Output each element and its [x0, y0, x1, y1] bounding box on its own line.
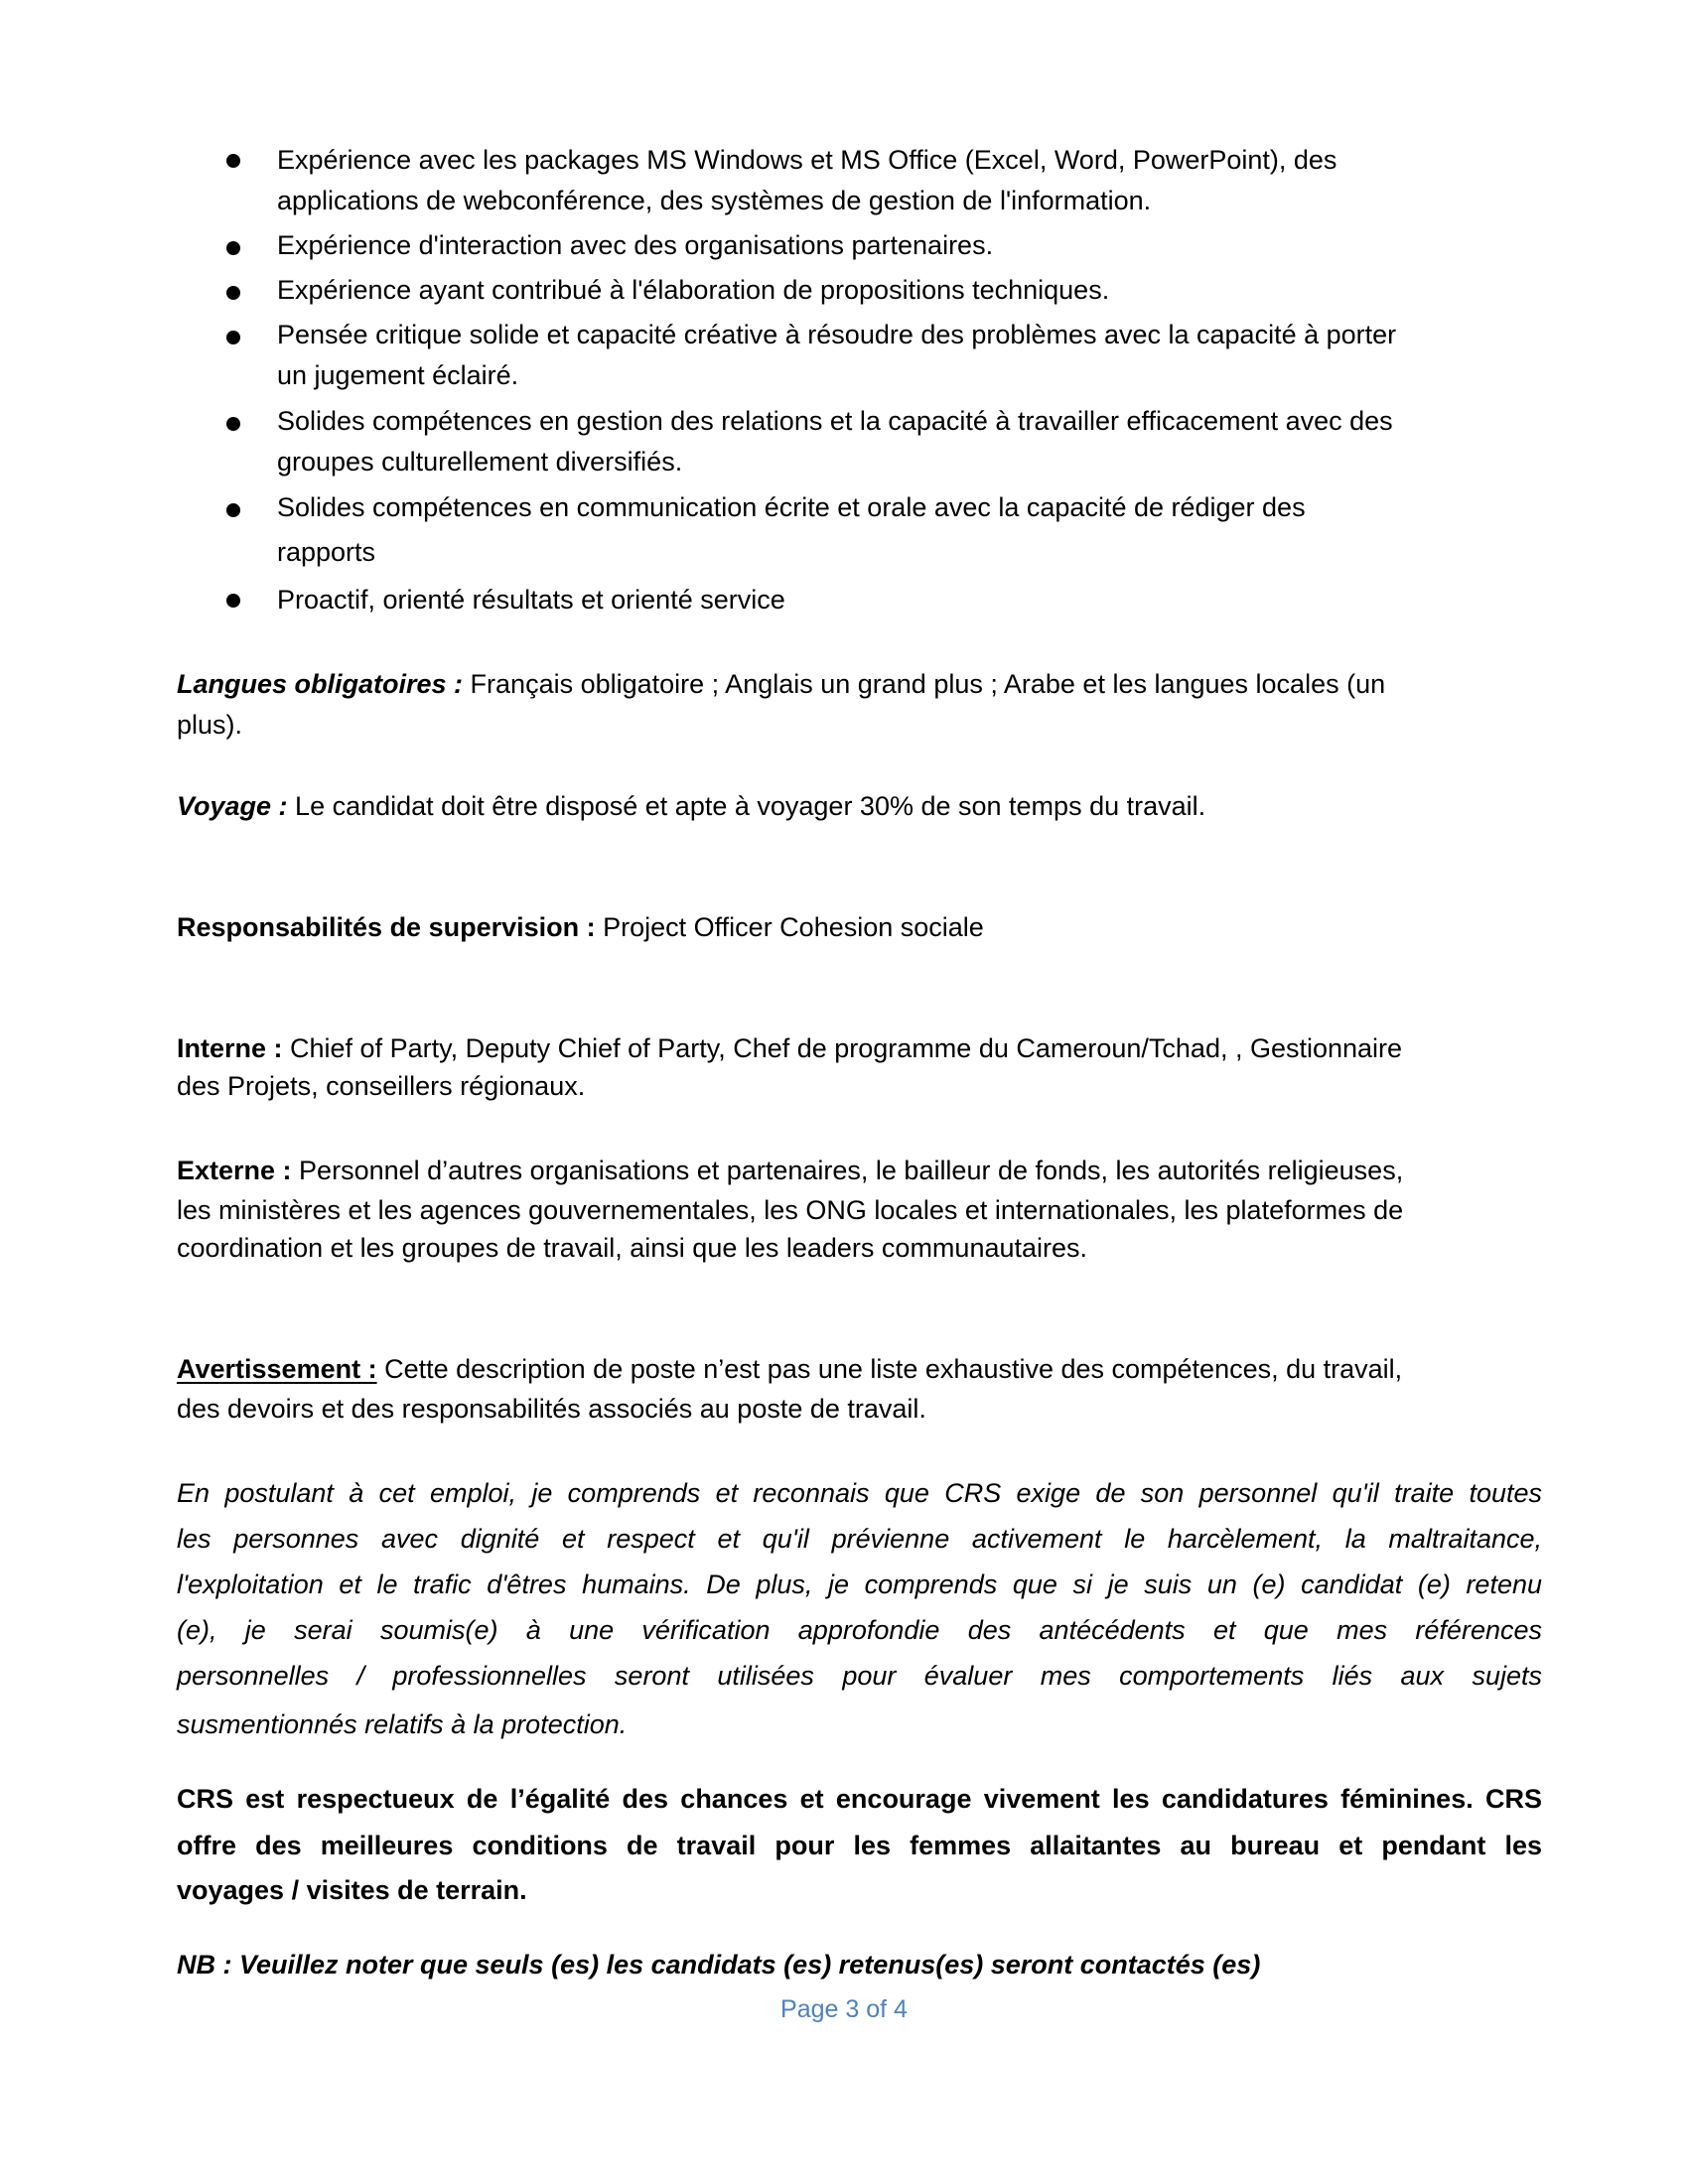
languages-paragraph [177, 668, 1542, 700]
equal-opportunity-line: offre des meilleures conditions de travail pour les femmes allaitantes au bureau et pendant les [177, 1831, 1542, 1860]
list-item-line: un jugement éclairé. [277, 360, 519, 390]
list-item-line: applications de webconférence, des systèmes de gestion de l'information. [277, 186, 1152, 215]
bullet-icon [226, 154, 240, 168]
safeguarding-line: En postulant à cet emploi, je comprends et reconnais que CRS exige de son personnel qu'il traite toutes [177, 1478, 1542, 1508]
list-item-line: Proactif, orienté résultats et orienté service [277, 585, 785, 614]
disclaimer-paragraph [177, 1353, 1542, 1385]
list-item-line: Expérience ayant contribué à l'élaboration de propositions techniques. [277, 275, 1110, 305]
travel-label: Voyage : [177, 791, 288, 821]
external-text: Personnel d’autres organisations et partenaires, le bailleur de fonds, les autorités religieuses, [291, 1156, 1404, 1185]
page-number: Page 3 of 4 [780, 1995, 908, 2023]
internal-text: Chief of Party, Deputy Chief of Party, Chef de programme du Cameroun/Tchad, , Gestionnaire [282, 1033, 1403, 1063]
safeguarding-line: les personnes avec dignité et respect et qu'il prévienne activement le harcèlement, la maltraitance, [177, 1524, 1542, 1554]
external-contacts-line2: les ministères et les agences gouvernementales, les ONG locales et internationales, les plateformes de [177, 1195, 1404, 1225]
external-contacts-line3: coordination et les groupes de travail, ainsi que les leaders communautaires. [177, 1233, 1088, 1263]
travel-paragraph [177, 790, 1542, 822]
languages-label: Langues obligatoires : [177, 669, 464, 699]
list-item-line: Solides compétences en communication écrite et orale avec la capacité de rédiger des [277, 492, 1306, 522]
list-item-line: groupes culturellement diversifiés. [277, 447, 683, 477]
bullet-icon [226, 241, 240, 255]
external-contacts-paragraph [177, 1155, 1542, 1186]
list-item-line: rapports [277, 537, 376, 567]
disclaimer-text: Cette description de poste n’est pas une liste exhaustive des compétences, du travail, [376, 1354, 1403, 1384]
equal-opportunity-line: CRS est respectueux de l’égalité des chances et encourage vivement les candidatures féminines. CRS [177, 1784, 1542, 1814]
disclaimer-line2: des devoirs et des responsabilités associés au poste de travail. [177, 1394, 926, 1424]
safeguarding-line: (e), je serai soumis(e) à une vérification approfondie des antécédents et que mes références [177, 1615, 1542, 1645]
nb-note: NB : Veuillez noter que seuls (es) les candidats (es) retenus(es) seront contactés (es) [177, 1950, 1261, 1979]
internal-contacts-line2: des Projets, conseillers régionaux. [177, 1071, 586, 1101]
internal-contacts-paragraph [177, 1032, 1542, 1064]
bullet-icon [226, 417, 240, 431]
safeguarding-line: l'exploitation et le trafic d'êtres humains. De plus, je comprends que si je suis un (e) candidat (e) retenu [177, 1570, 1542, 1599]
safeguarding-line: personnelles / professionnelles seront utilisées pour évaluer mes comportements liés aux sujets [177, 1661, 1542, 1691]
supervision-text: Project Officer Cohesion sociale [595, 912, 984, 942]
supervision-paragraph [177, 911, 1542, 943]
languages-text: Français obligatoire ; Anglais un grand plus ; Arabe et les langues locales (un [463, 669, 1386, 699]
list-item-line: Expérience avec les packages MS Windows et MS Office (Excel, Word, PowerPoint), des [277, 145, 1337, 175]
external-label: Externe : [177, 1156, 292, 1185]
internal-label: Interne : [177, 1033, 283, 1063]
disclaimer-label: Avertissement : [177, 1354, 377, 1384]
supervision-label: Responsabilités de supervision : [177, 912, 596, 942]
bullet-icon [226, 503, 240, 517]
list-item-line: Solides compétences en gestion des relations et la capacité à travailler efficacement avec des [277, 406, 1393, 436]
bullet-icon [226, 594, 240, 608]
list-item-line: Pensée critique solide et capacité créative à résoudre des problèmes avec la capacité à porter [277, 320, 1397, 349]
equal-opportunity-line: voyages / visites de terrain. [177, 1875, 527, 1905]
bullet-icon [226, 286, 240, 300]
bullet-icon [226, 331, 240, 344]
languages-paragraph-line2: plus). [177, 710, 243, 740]
safeguarding-line: susmentionnés relatifs à la protection. [177, 1709, 628, 1739]
list-item-line: Expérience d'interaction avec des organisations partenaires. [277, 230, 994, 260]
travel-text: Le candidat doit être disposé et apte à voyager 30% de son temps du travail. [287, 791, 1206, 821]
